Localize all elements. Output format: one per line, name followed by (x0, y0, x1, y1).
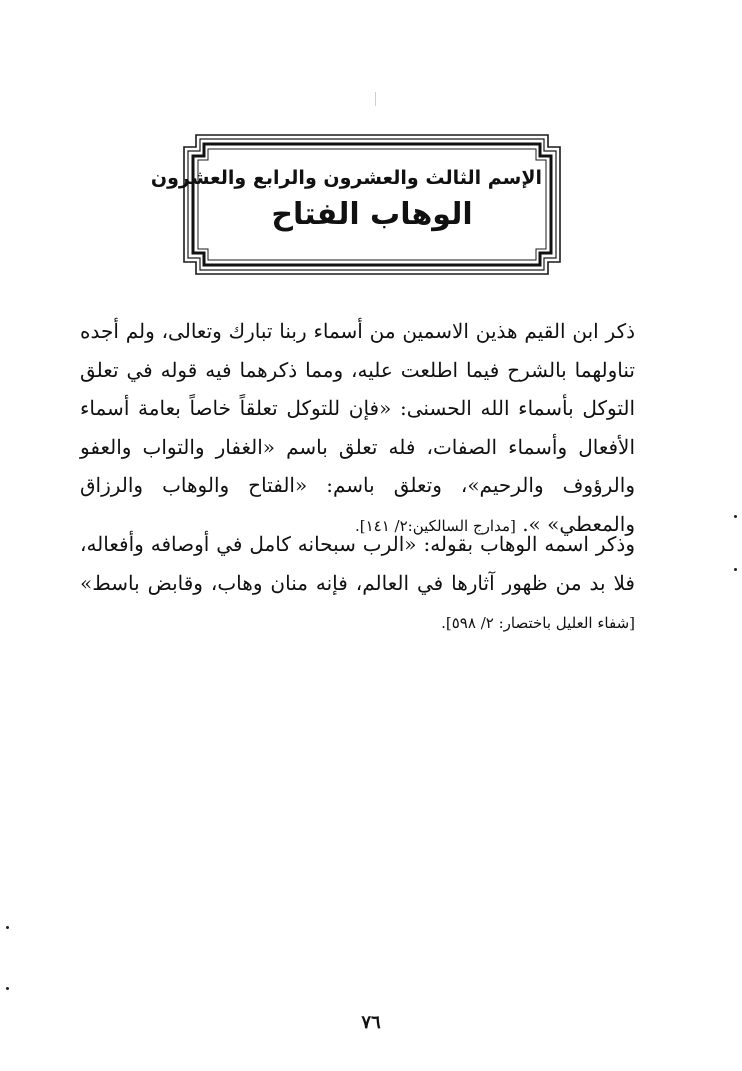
citation-2: [شفاء العليل باختصار: ٢/ ٥٩٨]. (441, 614, 635, 632)
scan-speck (6, 987, 9, 990)
paragraph-2-text: وذكر اسمه الوهاب بقوله: «الرب سبحانه كامل في أوصافه وأفعاله، فلا بد من ظهور آثارها في العالم، فإنه منان وهاب، وقابض باسط» (80, 532, 635, 595)
section-subtitle: الإسم الثالث والعشرون والرابع والعشرون (150, 167, 542, 189)
margin-mark (375, 92, 376, 106)
paragraph-1-text: ذكر ابن القيم هذين الاسمين من أسماء ربنا تبارك وتعالى، ولم أجده تناولهما بالشرح فيما اطلعت عليه، ومما ذكرهما فيه قوله في تعلق التوكل بأسماء الله الحسنى: «فإن للتوكل تعلقاً خاصاً بعامة أسماء الأفعال وأسماء الصفات، فله تعلق باسم «الغفار والتواب والعفو والرؤوف والرحيم»، وتعلق باسم: «الفتاح والوهاب والرزاق والمعطي» ». (80, 319, 635, 536)
scan-speck (734, 515, 737, 518)
scan-speck (6, 926, 9, 929)
title-frame (150, 133, 562, 276)
citation-1: [مدارج السالكين:٢/ ١٤١]. (354, 516, 516, 535)
page-number: ٧٦ (361, 1012, 381, 1033)
section-title: الوهاب الفتاح (271, 197, 473, 232)
paragraph-1 (80, 312, 635, 545)
scan-speck (734, 568, 737, 571)
paragraph-2 (80, 525, 635, 643)
